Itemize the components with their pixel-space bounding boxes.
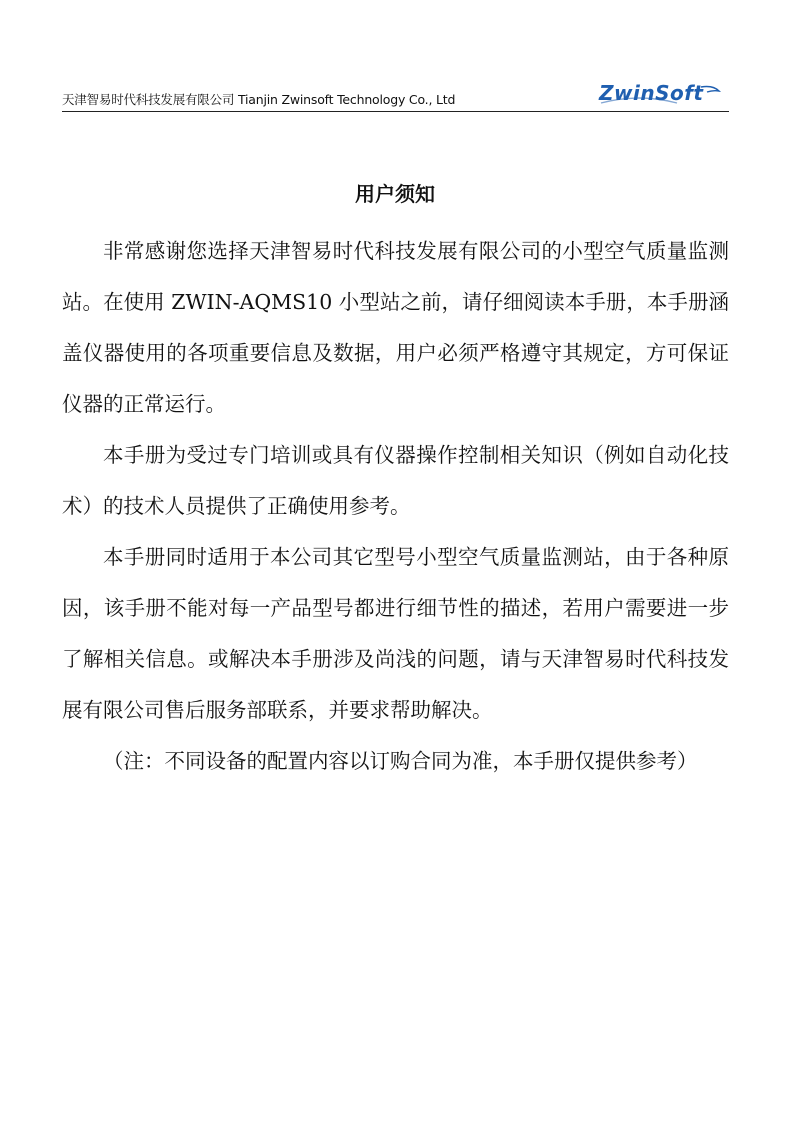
paragraph-intro: 非常感谢您选择天津智易时代科技发展有限公司的小型空气质量监测站。在使用 ZWIN-AQMS10 小型站之前，请仔细阅读本手册，本手册涵盖仪器使用的各项重要信息及数据，用户必须严格遵守其规定，方可保证仪器的正常运行。: [62, 239, 729, 416]
document-body: [62, 226, 729, 787]
paragraph-note: （注：不同设备的配置内容以订购合同为准，本手册仅提供参考）: [103, 749, 698, 773]
page-title: 用户须知: [355, 182, 435, 206]
paragraph-applicability: 本手册同时适用于本公司其它型号小型空气质量监测站，由于各种原因，该手册不能对每一产品型号都进行细节性的描述，若用户需要进一步了解相关信息。或解决本手册涉及尚浅的问题，请与天津智易时代科技发展有限公司售后服务部联系，并要求帮助解决。: [62, 545, 729, 722]
company-logo: [599, 81, 725, 109]
paragraph-audience: 本手册为受过专门培训或具有仪器操作控制相关知识（例如自动化技术）的技术人员提供了正确使用参考。: [62, 443, 729, 518]
page-header: [62, 80, 729, 112]
logo-wordmark: ZwinSoft: [599, 81, 704, 105]
header-company-name: 天津智易时代科技发展有限公司 Tianjin Zwinsoft Technology Co., Ltd: [62, 92, 456, 107]
